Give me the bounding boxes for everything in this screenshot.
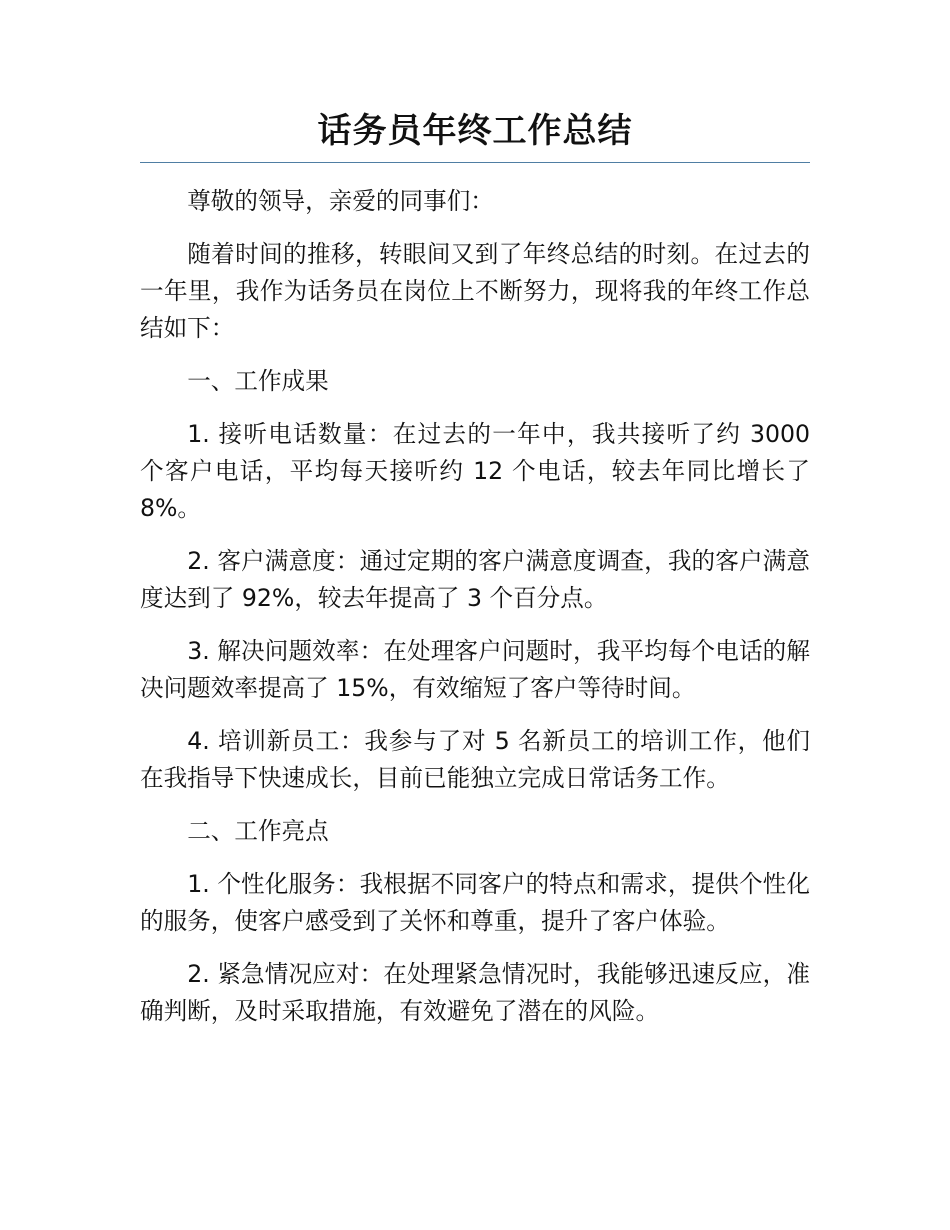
achievement-item: 2. 客户满意度：通过定期的客户满意度调查，我的客户满意度达到了 92%，较去年提高了 3 个百分点。 bbox=[140, 547, 810, 612]
achievement-item: 4. 培训新员工：我参与了对 5 名新员工的培训工作，他们在我指导下快速成长，目前已能独立完成日常话务工作。 bbox=[140, 727, 810, 792]
document-page bbox=[140, 108, 810, 1046]
section-heading-highlights: 二、工作亮点 bbox=[187, 817, 329, 845]
highlight-item: 1. 个性化服务：我根据不同客户的特点和需求，提供个性化的服务，使客户感受到了关怀和尊重，提升了客户体验。 bbox=[140, 870, 810, 935]
salutation: 尊敬的领导，亲爱的同事们： bbox=[187, 187, 494, 215]
intro-paragraph: 随着时间的推移，转眼间又到了年终总结的时刻。在过去的一年里，我作为话务员在岗位上不断努力，现将我的年终工作总结如下： bbox=[140, 240, 810, 342]
document-body bbox=[140, 183, 810, 1030]
document-title: 话务员年终工作总结 bbox=[140, 108, 810, 163]
section-heading-achievements: 一、工作成果 bbox=[187, 367, 329, 395]
achievement-item: 3. 解决问题效率：在处理客户问题时，我平均每个电话的解决问题效率提高了 15%，有效缩短了客户等待时间。 bbox=[140, 637, 810, 702]
achievement-item: 1. 接听电话数量：在过去的一年中，我共接听了约 3000 个客户电话，平均每天接听约 12 个电话，较去年同比增长了 8%。 bbox=[140, 420, 810, 522]
highlight-item: 2. 紧急情况应对：在处理紧急情况时，我能够迅速反应，准确判断，及时采取措施，有效避免了潜在的风险。 bbox=[140, 960, 810, 1025]
